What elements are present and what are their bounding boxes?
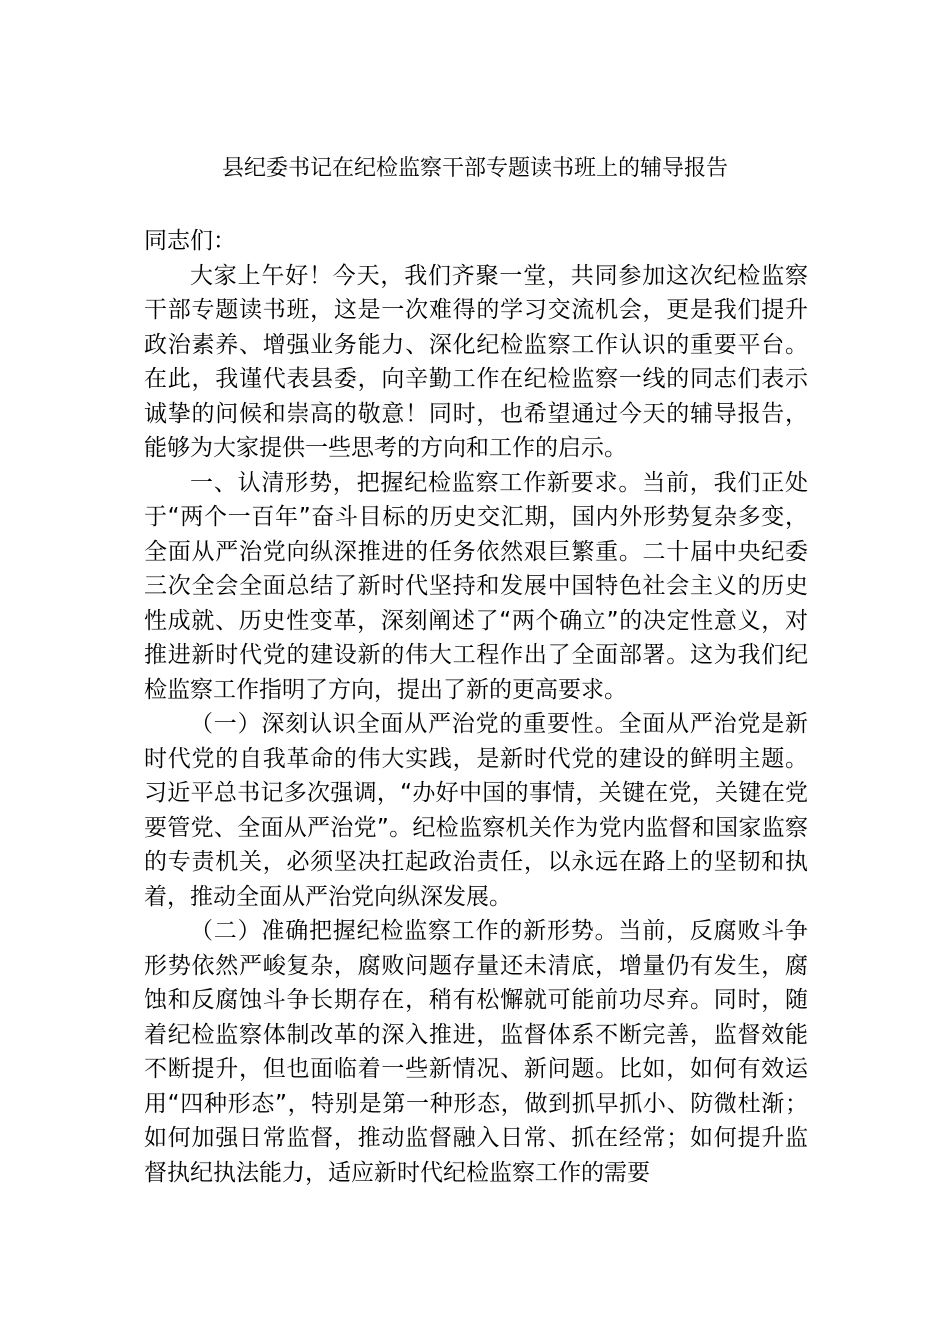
paragraph-subsection-two: （二）准确把握纪检监察工作的新形势。当前，反腐败斗争形势依然严峻复杂，腐败问题存量还未清底，增量仍有发生，腐蚀和反腐蚀斗争长期存在，稍有松懈就可能前功尽弃。同时，随着纪检监察体制改革的深入推进，监督体系不断完善，监督效能不断提升，但也面临着一些新情况、新问题。比如，如何有效运用“四种形态”，特别是第一种形态，做到抓早抓小、防微杜渐；如何加强日常监督，推动监督融入日常、抓在经常；如何提升监督执纪执法能力，适应新时代纪检监察工作的需要	[144, 918, 808, 1186]
document-title: 县纪委书记在纪检监察干部专题读书班上的辅导报告	[221, 156, 728, 181]
paragraph-subsection-one: （一）深刻认识全面从严治党的重要性。全面从严治党是新时代党的自我革命的伟大实践，是新时代党的建设的鲜明主题。习近平总书记多次强调，“办好中国的事情，关键在党，关键在党要管党、全面从严治党”。纪检监察机关作为党内监督和国家监察的专责机关，必须坚决扛起政治责任，以永远在路上的坚韧和执着，推动全面从严治党向纵深发展。	[144, 711, 808, 910]
salutation: 同志们：	[144, 228, 236, 254]
paragraph-opening: 大家上午好！今天，我们齐聚一堂，共同参加这次纪检监察干部专题读书班，这是一次难得的学习交流机会，更是我们提升政治素养、增强业务能力、深化纪检监察工作认识的重要平台。在此，我谨代表县委，向辛勤工作在纪检监察一线的同志们表示诚挚的问候和崇高的敬意！同时，也希望通过今天的辅导报告，能够为大家提供一些思考的方向和工作的启示。	[144, 262, 808, 461]
document-body	[144, 224, 808, 1190]
paragraph-section-one: 一、认清形势，把握纪检监察工作新要求。当前，我们正处于“两个一百年”奋斗目标的历史交汇期，国内外形势复杂多变，全面从严治党向纵深推进的任务依然艰巨繁重。二十届中央纪委三次全会全面总结了新时代坚持和发展中国特色社会主义的历史性成就、历史性变革，深刻阐述了“两个确立”的决定性意义，对推进新时代党的建设新的伟大工程作出了全面部署。这为我们纪检监察工作指明了方向，提出了新的更高要求。	[144, 469, 808, 703]
